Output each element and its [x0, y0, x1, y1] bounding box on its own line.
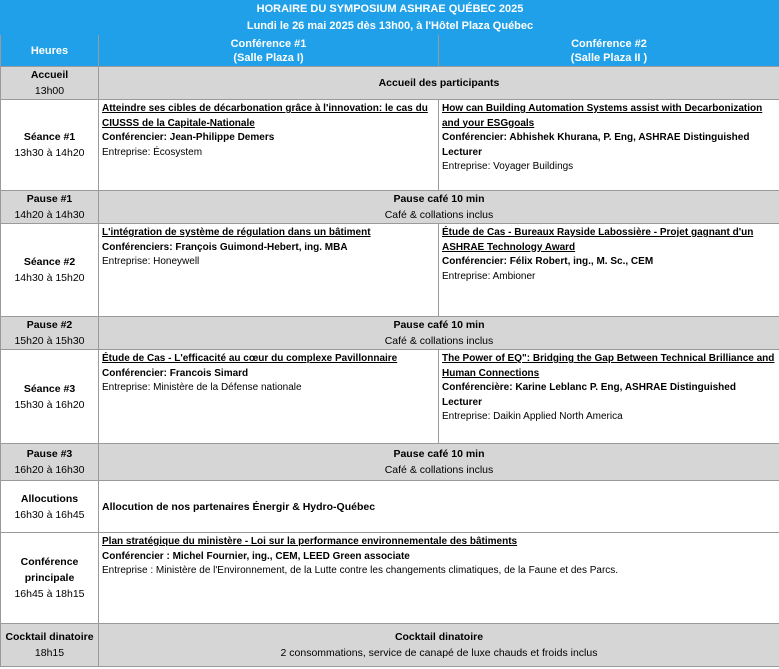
pause2-label: Pause #2 [26, 319, 73, 331]
seance2-conf1-company: Entreprise: Honeywell [102, 256, 200, 267]
principale-label-1: Conférence [20, 556, 79, 568]
pause1-title: Pause café 10 min [393, 193, 485, 205]
principale-time-cell [1, 533, 99, 624]
principale-talk [99, 533, 779, 624]
accueil-text-cell [99, 67, 779, 100]
pause1-detail: Café & collations inclus [384, 209, 494, 221]
pause1-time: 14h20 à 14h30 [14, 209, 85, 221]
pause3-time-cell [1, 444, 99, 481]
seance3-conf2-title: The Power of EQ": Bridging the Gap Between Technical Brilliance and Human Connections [442, 353, 775, 379]
principale-speaker: Conférencier : Michel Fournier, ing., CEM, LEED Green associate [102, 550, 410, 562]
header-conf1-name: Conférence #1 [230, 37, 307, 50]
header-conf1-room: (Salle Plaza I) [233, 51, 304, 64]
cocktail-title: Cocktail dinatoire [394, 631, 484, 643]
principale-title: Plan stratégique du ministère - Loi sur la performance environnementale des bâtiments [102, 536, 518, 547]
seance3-conf1-company: Entreprise: Ministère de la Défense nationale [102, 382, 302, 393]
seance1-conf1-title: Atteindre ses cibles de décarbonation grâce à l'innovation: le cas du CIUSSS de la Capitale-Nationale [102, 103, 428, 129]
accueil-text: Accueil des participants [378, 77, 500, 89]
cocktail-detail: 2 consommations, service de canapé de luxe chauds et froids inclus [280, 647, 598, 659]
pause2-title: Pause café 10 min [393, 319, 485, 331]
seance2-label: Séance #2 [23, 256, 76, 268]
seance1-label: Séance #1 [23, 131, 76, 143]
pause1-time-cell [1, 191, 99, 224]
seance3-conf1-title: Étude de Cas - L'efficacité au cœur du complexe Pavillonnaire [102, 353, 398, 364]
seance1-conf1-speaker: Conférencier: Jean-Philippe Demers [102, 132, 275, 143]
seance3-conf1 [99, 350, 439, 444]
seance2-time-cell [1, 224, 99, 317]
seance3-conf2-company: Entreprise: Daikin Applied North America [442, 411, 623, 422]
seance1-time-cell [1, 100, 99, 191]
header-conf2-room: (Salle Plaza II ) [570, 51, 648, 64]
header-conf2-name: Conférence #2 [571, 37, 647, 50]
accueil-label: Accueil [30, 69, 69, 81]
principale-company: Entreprise : Ministère de l'Environnement, de la Lutte contre les changements climatiques, de la Faune et des Parcs. [102, 565, 619, 576]
seance3-conf1-speaker: Conférencier: Francois Simard [102, 367, 249, 379]
header-conference-2 [439, 35, 779, 67]
seance2-time: 14h30 à 15h20 [14, 272, 85, 284]
allocutions-label: Allocutions [20, 492, 79, 505]
header-conference-1 [99, 35, 439, 67]
seance2-conf1-title: L'intégration de système de régulation dans un bâtiment [102, 227, 371, 238]
pause3-detail: Café & collations inclus [384, 464, 494, 476]
allocutions-time: 16h30 à 16h45 [14, 508, 85, 521]
seance3-label: Séance #3 [23, 382, 76, 395]
seance3-conf2-speaker: Conférencière: Karine Leblanc P. Eng, ASHRAE Distinguished Lecturer [442, 382, 736, 408]
schedule-title: HORAIRE DU SYMPOSIUM ASHRAE QUÉBEC 2025 [1, 1, 779, 18]
allocutions-time-cell [1, 481, 99, 533]
cocktail-text-cell [99, 624, 779, 667]
pause3-time: 16h20 à 16h30 [14, 464, 85, 476]
seance2-conf2-title: Étude de Cas - Bureaux Rayside Labossière - Projet gagnant d'un ASHRAE Technology Award [442, 227, 754, 253]
seance1-conf2-title: How can Building Automation Systems assist with Decarbonization and your ESGgoals [442, 103, 763, 129]
cocktail-time-cell [1, 624, 99, 667]
pause1-text-cell [99, 191, 779, 224]
accueil-time-cell [1, 67, 99, 100]
cocktail-time: 18h15 [34, 647, 65, 659]
schedule-subtitle: Lundi le 26 mai 2025 dès 13h00, à l'Hôtel Plaza Québec [1, 18, 779, 35]
seance2-conf2 [439, 224, 779, 317]
seance1-conf2-speaker: Conférencier: Abhishek Khurana, P. Eng, ASHRAE Distinguished Lecturer [442, 132, 750, 158]
seance2-conf1-speaker: Conférenciers: François Guimond-Hebert, ing. MBA [102, 241, 348, 253]
pause2-detail: Café & collations inclus [384, 335, 494, 347]
pause3-title: Pause café 10 min [393, 448, 485, 460]
accueil-time: 13h00 [34, 85, 65, 97]
header-hours: Heures [1, 35, 99, 67]
seance2-conf2-speaker: Conférencier: Félix Robert, ing., M. Sc., CEM [442, 256, 654, 267]
seance2-conf1 [99, 224, 439, 317]
seance1-conf1 [99, 100, 439, 191]
pause2-text-cell [99, 317, 779, 350]
principale-label-2: principale [24, 572, 75, 584]
seance1-conf2-company: Entreprise: Voyager Buildings [442, 161, 574, 172]
principale-time: 16h45 à 18h15 [14, 588, 85, 600]
pause1-label: Pause #1 [26, 193, 73, 205]
seance3-conf2 [439, 350, 779, 444]
cocktail-label: Cocktail dinatoire [5, 631, 94, 643]
seance1-conf2 [439, 100, 779, 191]
seance1-conf1-company: Entreprise: Écosystem [102, 146, 203, 158]
pause3-label: Pause #3 [26, 448, 73, 460]
pause2-time-cell [1, 317, 99, 350]
pause2-time: 15h20 à 15h30 [14, 335, 85, 347]
seance3-time: 15h30 à 16h20 [14, 398, 85, 411]
seance3-time-cell [1, 350, 99, 444]
pause3-text-cell [99, 444, 779, 481]
allocutions-text: Allocution de nos partenaires Énergir & Hydro-Québec [99, 481, 779, 533]
seance1-time: 13h30 à 14h20 [14, 147, 85, 159]
seance2-conf2-company: Entreprise: Ambioner [442, 270, 536, 282]
